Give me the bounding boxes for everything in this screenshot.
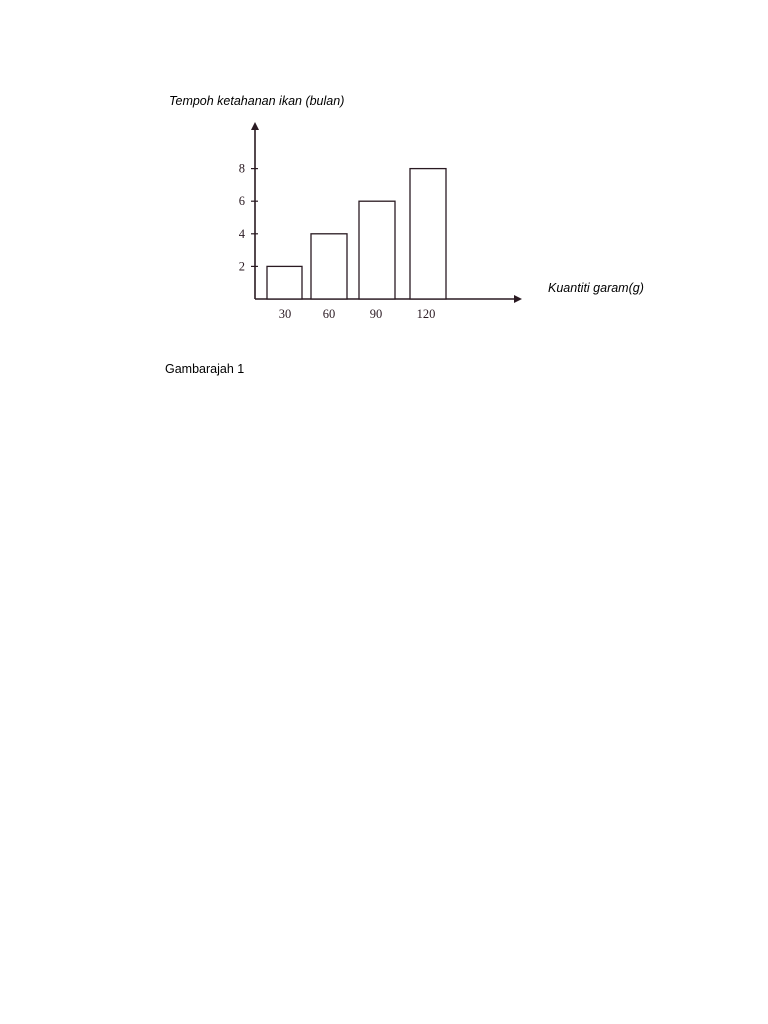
y-axis-label: Tempoh ketahanan ikan (bulan) [169, 94, 345, 108]
chart-bars [267, 169, 446, 299]
x-tick-label: 60 [322, 307, 336, 321]
y-tick-label: 6 [238, 194, 245, 209]
x-ticks [279, 307, 436, 321]
x-axis-arrow [514, 295, 522, 303]
x-tick-label: 120 [416, 307, 436, 321]
y-tick-label: 2 [238, 259, 245, 274]
figure-caption: Gambarajah 1 [165, 362, 245, 376]
bar [410, 169, 446, 299]
bar-chart [0, 0, 768, 400]
bar [311, 234, 347, 299]
x-tick-label: 30 [278, 307, 292, 321]
x-axis-label: Kuantiti garam(g) [548, 281, 644, 295]
y-tick-label: 4 [238, 226, 245, 241]
x-tick-label: 90 [369, 307, 383, 321]
y-axis-arrow [251, 122, 259, 130]
bar [267, 266, 302, 299]
y-tick-label: 8 [238, 161, 245, 176]
bar [359, 201, 395, 299]
